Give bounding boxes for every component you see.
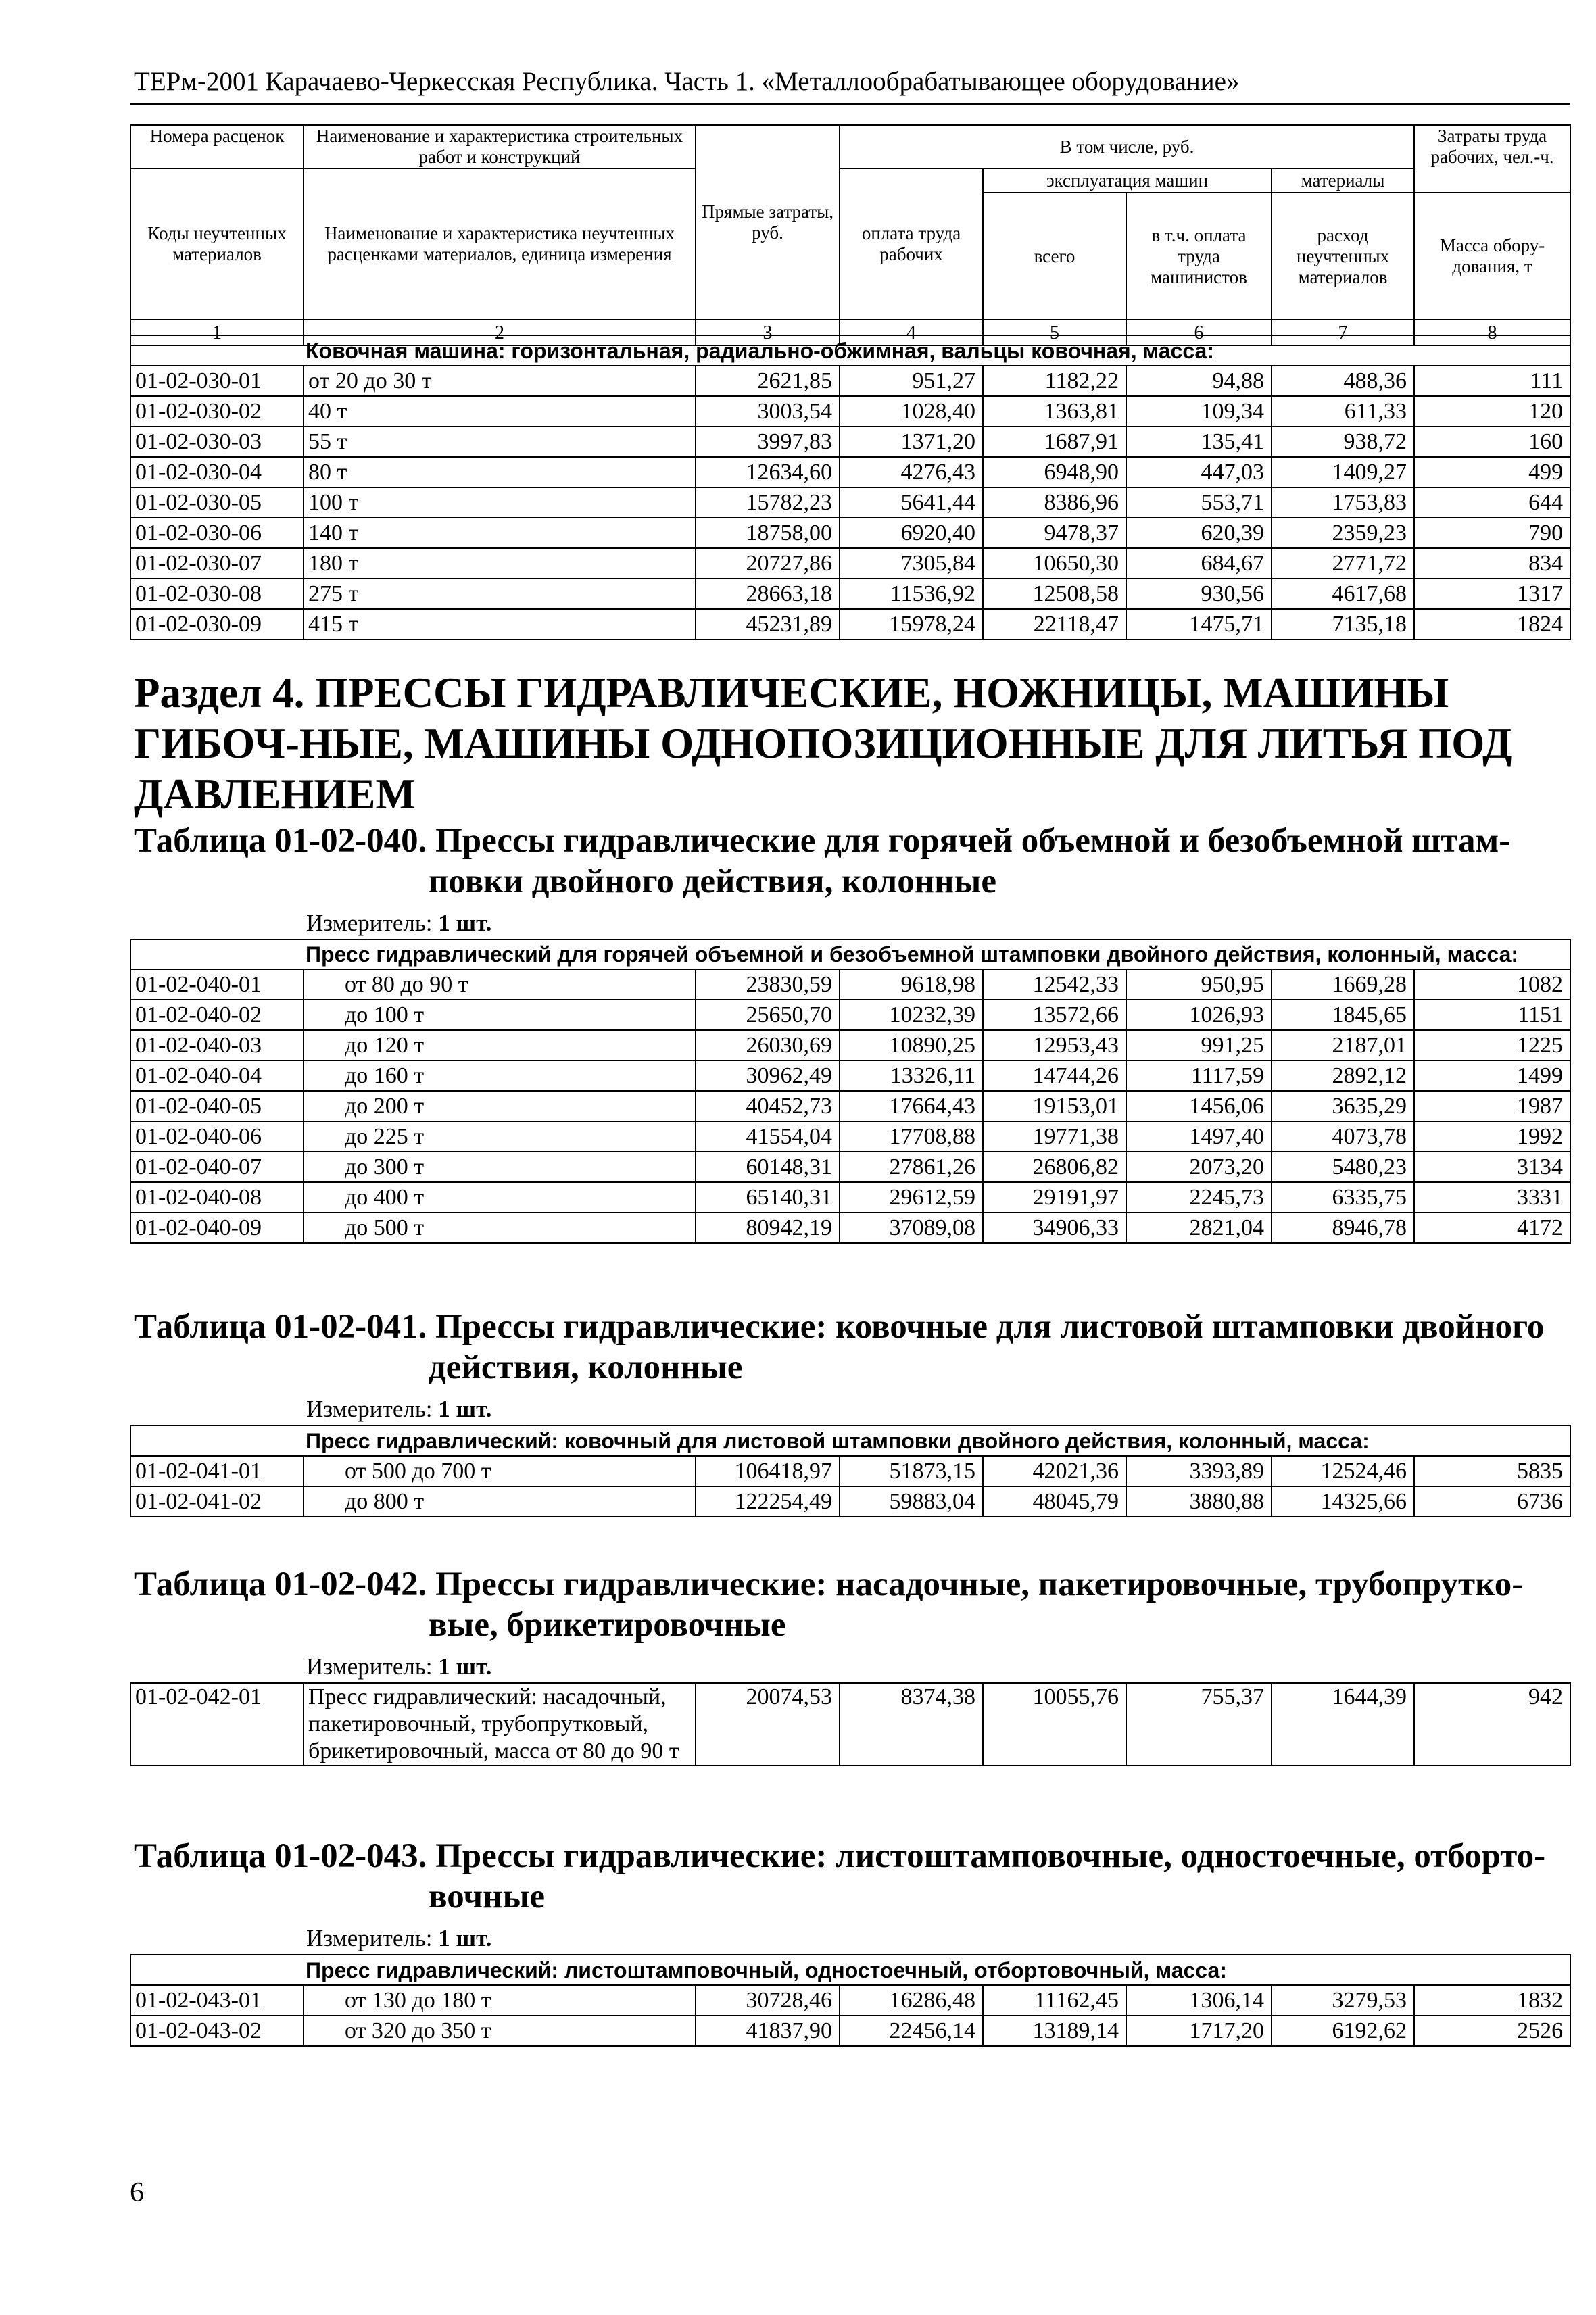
materials: 1409,27 (1272, 457, 1414, 487)
item-name: 415 т (304, 609, 696, 639)
machine-total: 8386,96 (983, 487, 1126, 518)
table-title-line: повки двойного действия, колонные (429, 862, 996, 900)
table-title-line: действия, колонные (429, 1348, 743, 1386)
hdr-rate-numbers: Номера расценок (130, 125, 304, 168)
table-row (130, 1061, 1570, 1091)
item-name: до 300 т (304, 1152, 696, 1182)
machine-total: 12508,58 (983, 579, 1126, 609)
direct-costs: 30728,46 (696, 1985, 840, 2016)
machine-total: 1363,81 (983, 396, 1126, 427)
table-row (130, 1152, 1570, 1182)
table-row (130, 366, 1570, 396)
labor-costs: 942 (1414, 1683, 1570, 1765)
materials: 2187,01 (1272, 1030, 1414, 1061)
direct-costs: 23830,59 (696, 969, 840, 1000)
materials: 2771,72 (1272, 548, 1414, 579)
worker-pay: 10232,39 (840, 1000, 983, 1030)
meter-value: 1 шт. (438, 1925, 492, 1951)
table-row (130, 427, 1570, 457)
table-row (130, 1000, 1570, 1030)
materials: 2892,12 (1272, 1061, 1414, 1091)
worker-pay: 1371,20 (840, 427, 983, 457)
worker-pay: 951,27 (840, 366, 983, 396)
table-title (134, 1836, 1570, 1917)
hdr-machine-operation: эксплуатация машин (983, 168, 1272, 193)
hdr-machinist-pay: в т.ч. оплата труда машинистов (1126, 193, 1272, 320)
materials: 4073,78 (1272, 1121, 1414, 1152)
worker-pay: 22456,14 (840, 2016, 983, 2046)
rate-code: 01-02-040-09 (130, 1213, 304, 1243)
column-header-table (130, 124, 1571, 346)
rate-code: 01-02-030-08 (130, 579, 304, 609)
labor-costs: 1992 (1414, 1121, 1570, 1152)
table-041 (130, 1425, 1571, 1517)
table-row (130, 1985, 1570, 2016)
table-043 (130, 1954, 1571, 2047)
worker-pay: 4276,43 (840, 457, 983, 487)
worker-pay: 17664,43 (840, 1091, 983, 1121)
machinist-pay: 3393,89 (1126, 1456, 1272, 1486)
page-number: 6 (130, 2177, 144, 2208)
item-name: от 80 до 90 т (304, 969, 696, 1000)
table-040 (130, 939, 1571, 1244)
table-title-line: Таблица 01-02-043. Прессы гидравлические: листоштамповочные, одностоечные, отборто- (134, 1837, 1546, 1875)
machinist-pay: 2245,73 (1126, 1182, 1272, 1213)
materials: 1753,83 (1272, 487, 1414, 518)
hdr-material-name: Наименование и характеристика неучтенных расценками материалов, единица измерения (304, 168, 696, 320)
materials: 3635,29 (1272, 1091, 1414, 1121)
materials: 7135,18 (1272, 609, 1414, 639)
machinist-pay: 135,41 (1126, 427, 1272, 457)
materials: 1669,28 (1272, 969, 1414, 1000)
direct-costs: 41554,04 (696, 1121, 840, 1152)
machine-total: 1687,91 (983, 427, 1126, 457)
meter (306, 1396, 491, 1423)
machine-total: 12542,33 (983, 969, 1126, 1000)
worker-pay: 11536,92 (840, 579, 983, 609)
item-name: до 400 т (304, 1182, 696, 1213)
machinist-pay: 1026,93 (1126, 1000, 1272, 1030)
labor-costs: 644 (1414, 487, 1570, 518)
worker-pay: 17708,88 (840, 1121, 983, 1152)
materials: 4617,68 (1272, 579, 1414, 609)
materials: 5480,23 (1272, 1152, 1414, 1182)
table-row (130, 548, 1570, 579)
materials: 938,72 (1272, 427, 1414, 457)
item-name: Пресс гидравлический: насадочный, пакетировочный, трубопрутковый, брикетировочный, масса от 80 до 90 т (304, 1683, 696, 1765)
rate-code: 01-02-043-01 (130, 1985, 304, 2016)
worker-pay: 1028,40 (840, 396, 983, 427)
item-name: 55 т (304, 427, 696, 457)
materials: 611,33 (1272, 396, 1414, 427)
rate-code: 01-02-030-09 (130, 609, 304, 639)
machinist-pay: 1456,06 (1126, 1091, 1272, 1121)
labor-costs: 499 (1414, 457, 1570, 487)
item-name: 140 т (304, 518, 696, 548)
machinist-pay: 684,67 (1126, 548, 1272, 579)
rate-code: 01-02-040-05 (130, 1091, 304, 1121)
header-rule (130, 103, 1570, 105)
table-row (130, 1486, 1570, 1517)
rate-code: 01-02-030-03 (130, 427, 304, 457)
table-title-line: вые, брикетировочные (429, 1606, 786, 1644)
labor-costs: 5835 (1414, 1456, 1570, 1486)
machinist-pay: 553,71 (1126, 487, 1272, 518)
machinist-pay: 2073,20 (1126, 1152, 1272, 1182)
direct-costs: 20074,53 (696, 1683, 840, 1765)
table-row (130, 1213, 1570, 1243)
materials: 12524,46 (1272, 1456, 1414, 1486)
meter (306, 1925, 491, 1952)
item-name: от 320 до 350 т (304, 2016, 696, 2046)
table-row (130, 1121, 1570, 1152)
table-row (130, 396, 1570, 427)
materials: 6335,75 (1272, 1182, 1414, 1213)
item-name: 40 т (304, 396, 696, 427)
direct-costs: 20727,86 (696, 548, 840, 579)
rate-code: 01-02-043-02 (130, 2016, 304, 2046)
meter-label: Измеритель: (306, 910, 433, 936)
materials: 3279,53 (1272, 1985, 1414, 2016)
table-row (130, 1091, 1570, 1121)
direct-costs: 106418,97 (696, 1456, 840, 1486)
worker-pay: 15978,24 (840, 609, 983, 639)
running-header: ТЕРм-2001 Карачаево-Черкесская Республика. Часть 1. «Металлообрабатывающее оборудование» (134, 67, 1240, 96)
machine-total: 1182,22 (983, 366, 1126, 396)
labor-costs: 834 (1414, 548, 1570, 579)
worker-pay: 37089,08 (840, 1213, 983, 1243)
machinist-pay: 991,25 (1126, 1030, 1272, 1061)
rate-code: 01-02-030-07 (130, 548, 304, 579)
materials: 14325,66 (1272, 1486, 1414, 1517)
machinist-pay: 1497,40 (1126, 1121, 1272, 1152)
machine-total: 29191,97 (983, 1182, 1126, 1213)
meter-value: 1 шт. (438, 1396, 492, 1422)
machine-total: 10055,76 (983, 1683, 1126, 1765)
labor-costs: 1499 (1414, 1061, 1570, 1091)
direct-costs: 80942,19 (696, 1213, 840, 1243)
item-name: от 20 до 30 т (304, 366, 696, 396)
meter (306, 910, 491, 937)
labor-costs: 790 (1414, 518, 1570, 548)
labor-costs: 111 (1414, 366, 1570, 396)
worker-pay: 5641,44 (840, 487, 983, 518)
hdr-num-6: 6 (1126, 320, 1272, 345)
machinist-pay: 930,56 (1126, 579, 1272, 609)
item-name: до 225 т (304, 1121, 696, 1152)
hdr-equipment-mass: Масса обору-дования, т (1414, 193, 1570, 320)
item-name: до 100 т (304, 1000, 696, 1030)
table-title-line: Таблица 01-02-041. Прессы гидравлические: ковочные для листовой штамповки двойного (134, 1308, 1545, 1346)
rate-code: 01-02-042-01 (130, 1683, 304, 1765)
worker-pay: 6920,40 (840, 518, 983, 548)
item-name: до 200 т (304, 1091, 696, 1121)
hdr-work-name: Наименование и характеристика строительных работ и конструкций (304, 125, 696, 168)
meter-value: 1 шт. (438, 1653, 492, 1680)
materials: 1644,39 (1272, 1683, 1414, 1765)
direct-costs: 3003,54 (696, 396, 840, 427)
rate-code: 01-02-040-04 (130, 1061, 304, 1091)
item-name: до 800 т (304, 1486, 696, 1517)
rate-code: 01-02-041-01 (130, 1456, 304, 1486)
table-title-line: Таблица 01-02-042. Прессы гидравлические: насадочные, пакетировочные, трубопрутко- (134, 1565, 1524, 1603)
table-title (134, 1307, 1570, 1388)
item-name: от 130 до 180 т (304, 1985, 696, 2016)
labor-costs: 1151 (1414, 1000, 1570, 1030)
hdr-direct-costs: Прямые затраты, руб. (696, 125, 840, 320)
item-name: до 160 т (304, 1061, 696, 1091)
hdr-total: всего (983, 193, 1126, 320)
item-name: от 500 до 700 т (304, 1456, 696, 1486)
machine-total: 26806,82 (983, 1152, 1126, 1182)
table-title-line: Таблица 01-02-040. Прессы гидравлические для горячей объемной и безобъемной штам- (134, 822, 1511, 860)
materials: 488,36 (1272, 366, 1414, 396)
labor-costs: 6736 (1414, 1486, 1570, 1517)
worker-pay: 8374,38 (840, 1683, 983, 1765)
item-name: до 120 т (304, 1030, 696, 1061)
meter-value: 1 шт. (438, 910, 492, 936)
hdr-unaccounted-materials: расход неучтенных материалов (1272, 193, 1414, 320)
labor-costs: 2526 (1414, 2016, 1570, 2046)
hdr-worker-pay: оплата труда рабочих (840, 168, 983, 320)
machinist-pay: 94,88 (1126, 366, 1272, 396)
rate-code: 01-02-030-05 (130, 487, 304, 518)
table-title-line: вочные (429, 1878, 545, 1916)
direct-costs: 40452,73 (696, 1091, 840, 1121)
machinist-pay: 620,39 (1126, 518, 1272, 548)
machine-total: 13189,14 (983, 2016, 1126, 2046)
machinist-pay: 1717,20 (1126, 2016, 1272, 2046)
table-row (130, 487, 1570, 518)
labor-costs: 120 (1414, 396, 1570, 427)
machine-total: 34906,33 (983, 1213, 1126, 1243)
direct-costs: 41837,90 (696, 2016, 840, 2046)
machine-total: 6948,90 (983, 457, 1126, 487)
item-name: 180 т (304, 548, 696, 579)
rate-code: 01-02-030-01 (130, 366, 304, 396)
machine-total: 19771,38 (983, 1121, 1126, 1152)
meter-label: Измеритель: (306, 1396, 433, 1422)
machine-total: 14744,26 (983, 1061, 1126, 1091)
group-title: Пресс гидравлический: листоштамповочный, одностоечный, отбортовочный, масса: (130, 1955, 1570, 1985)
hdr-num-7: 7 (1272, 320, 1414, 345)
direct-costs: 3997,83 (696, 427, 840, 457)
direct-costs: 28663,18 (696, 579, 840, 609)
direct-costs: 18758,00 (696, 518, 840, 548)
hdr-num-2: 2 (304, 320, 696, 345)
rate-code: 01-02-041-02 (130, 1486, 304, 1517)
machinist-pay: 1306,14 (1126, 1985, 1272, 2016)
rate-code: 01-02-030-04 (130, 457, 304, 487)
machine-total: 48045,79 (983, 1486, 1126, 1517)
machinist-pay: 2821,04 (1126, 1213, 1272, 1243)
materials: 8946,78 (1272, 1213, 1414, 1243)
hdr-materials: материалы (1272, 168, 1414, 193)
direct-costs: 45231,89 (696, 609, 840, 639)
rate-code: 01-02-040-02 (130, 1000, 304, 1030)
labor-costs: 3134 (1414, 1152, 1570, 1182)
table-row (130, 609, 1570, 639)
worker-pay: 16286,48 (840, 1985, 983, 2016)
machinist-pay: 755,37 (1126, 1683, 1272, 1765)
direct-costs: 2621,85 (696, 366, 840, 396)
direct-costs: 65140,31 (696, 1182, 840, 1213)
machine-total: 19153,01 (983, 1091, 1126, 1121)
table-030 (130, 335, 1571, 640)
worker-pay: 9618,98 (840, 969, 983, 1000)
machinist-pay: 950,95 (1126, 969, 1272, 1000)
worker-pay: 51873,15 (840, 1456, 983, 1486)
group-title: Ковочная машина: горизонтальная, радиально-обжимная, вальцы ковочная, масса: (130, 335, 1570, 366)
direct-costs: 15782,23 (696, 487, 840, 518)
worker-pay: 7305,84 (840, 548, 983, 579)
machine-total: 12953,43 (983, 1030, 1126, 1061)
machinist-pay: 1475,71 (1126, 609, 1272, 639)
table-title (134, 821, 1570, 902)
worker-pay: 13326,11 (840, 1061, 983, 1091)
table-row (130, 579, 1570, 609)
item-name: 80 т (304, 457, 696, 487)
hdr-material-codes: Коды неучтенных материалов (130, 168, 304, 320)
rate-code: 01-02-040-06 (130, 1121, 304, 1152)
rate-code: 01-02-030-02 (130, 396, 304, 427)
rate-code: 01-02-040-01 (130, 969, 304, 1000)
meter (306, 1653, 491, 1680)
direct-costs: 12634,60 (696, 457, 840, 487)
hdr-num-5: 5 (983, 320, 1126, 345)
machine-total: 10650,30 (983, 548, 1126, 579)
labor-costs: 1832 (1414, 1985, 1570, 2016)
machinist-pay: 109,34 (1126, 396, 1272, 427)
rate-code: 01-02-040-08 (130, 1182, 304, 1213)
labor-costs: 1225 (1414, 1030, 1570, 1061)
item-name: 275 т (304, 579, 696, 609)
table-row (130, 1456, 1570, 1486)
materials: 2359,23 (1272, 518, 1414, 548)
table-row (130, 1030, 1570, 1061)
materials: 6192,62 (1272, 2016, 1414, 2046)
meter-label: Измеритель: (306, 1925, 433, 1951)
table-title (134, 1564, 1570, 1645)
hdr-labor-costs: Затраты труда рабочих, чел.-ч. (1414, 125, 1570, 193)
table-042 (130, 1682, 1571, 1766)
machine-total: 13572,66 (983, 1000, 1126, 1030)
machinist-pay: 1117,59 (1126, 1061, 1272, 1091)
labor-costs: 1082 (1414, 969, 1570, 1000)
direct-costs: 60148,31 (696, 1152, 840, 1182)
machinist-pay: 447,03 (1126, 457, 1272, 487)
labor-costs: 3331 (1414, 1182, 1570, 1213)
rate-code: 01-02-040-03 (130, 1030, 304, 1061)
item-name: 100 т (304, 487, 696, 518)
table-row (130, 457, 1570, 487)
group-title: Пресс гидравлический для горячей объемной и безобъемной штамповки двойного действия, колонный, масса: (130, 940, 1570, 969)
worker-pay: 59883,04 (840, 1486, 983, 1517)
worker-pay: 10890,25 (840, 1030, 983, 1061)
table-row (130, 1683, 1570, 1765)
machine-total: 22118,47 (983, 609, 1126, 639)
hdr-num-8: 8 (1414, 320, 1570, 345)
materials: 1845,65 (1272, 1000, 1414, 1030)
hdr-num-4: 4 (840, 320, 983, 345)
group-title: Пресс гидравлический: ковочный для листовой штамповки двойного действия, колонный, масса: (130, 1425, 1570, 1456)
direct-costs: 122254,49 (696, 1486, 840, 1517)
hdr-including: В том числе, руб. (840, 125, 1414, 168)
worker-pay: 27861,26 (840, 1152, 983, 1182)
worker-pay: 29612,59 (840, 1182, 983, 1213)
section-heading: Раздел 4. ПРЕССЫ ГИДРАВЛИЧЕСКИЕ, НОЖНИЦЫ, МАШИНЫ ГИБОЧ-НЫЕ, МАШИНЫ ОДНОПОЗИЦИОННЫЕ ДЛЯ ЛИТЬЯ ПОД ДАВЛЕНИЕМ (134, 669, 1512, 818)
labor-costs: 160 (1414, 427, 1570, 457)
machine-total: 9478,37 (983, 518, 1126, 548)
machinist-pay: 3880,88 (1126, 1486, 1272, 1517)
rate-code: 01-02-030-06 (130, 518, 304, 548)
rate-code: 01-02-040-07 (130, 1152, 304, 1182)
hdr-num-1: 1 (130, 320, 304, 345)
hdr-num-3: 3 (696, 320, 840, 345)
table-row (130, 969, 1570, 1000)
labor-costs: 4172 (1414, 1213, 1570, 1243)
direct-costs: 26030,69 (696, 1030, 840, 1061)
item-name: до 500 т (304, 1213, 696, 1243)
table-row (130, 2016, 1570, 2046)
labor-costs: 1987 (1414, 1091, 1570, 1121)
labor-costs: 1824 (1414, 609, 1570, 639)
direct-costs: 30962,49 (696, 1061, 840, 1091)
machine-total: 42021,36 (983, 1456, 1126, 1486)
labor-costs: 1317 (1414, 579, 1570, 609)
table-row (130, 1182, 1570, 1213)
meter-label: Измеритель: (306, 1653, 433, 1680)
machine-total: 11162,45 (983, 1985, 1126, 2016)
table-row (130, 518, 1570, 548)
direct-costs: 25650,70 (696, 1000, 840, 1030)
